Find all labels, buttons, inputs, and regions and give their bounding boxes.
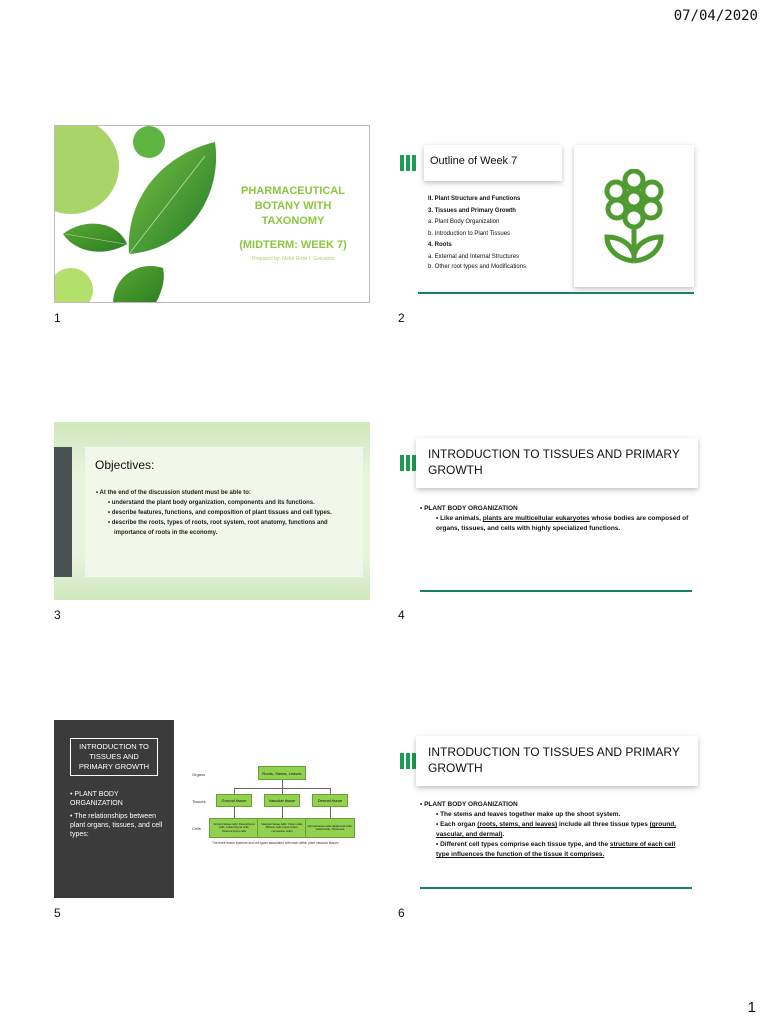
list-item: b. Introduction to Plant Tissues [428,230,511,237]
list-item: • Different cell types comprise each tissue type, and the structure of each cell type influences the function of the tissue it comprises. [436,841,676,858]
list-item: • The stems and leaves together make up the shoot system. [436,811,621,818]
list-item: • At the end of the discussion student must be able to: [96,490,251,496]
list-item: 3. Tissues and Primary Growth [428,207,516,214]
flower-icon [601,169,667,265]
connector [330,807,331,818]
presentation-subtitle: (MIDTERM: WEEK 7) [239,239,347,251]
row-label: Organs [192,772,206,777]
row-label: Cells [192,826,201,831]
cells-box: Vascular tissue cells: Xylem cells, Phloem cells (sieve tubes, companion cells) [257,818,307,838]
list-item: • Like animals, plants are multicellular eukaryotes whose bodies are composed of organs, tissues, and cells with highly specialized functions. [436,515,689,532]
slide-title: Objectives: [95,458,155,472]
presentation-title: PHARMACEUTICAL BOTANY WITH TAXONOMY [241,185,345,227]
slide-4[interactable] [398,422,714,600]
accent-bar [54,447,72,577]
tissue-box: Dermal tissue [312,794,348,807]
slide-number: 2 [398,311,405,325]
list-item: • describe features, functions, and composition of plant tissues and cell types. [108,510,332,516]
slide-title: INTRODUCTION TO TISSUES AND PRIMARY GROWTH [70,738,158,776]
connector [234,807,235,818]
list-item: • understand the plant body organization, components and its functions. [108,500,315,506]
slide-5[interactable] [54,720,370,898]
slide-body [70,790,170,839]
list-item: • PLANT BODY ORGANIZATION [420,505,518,512]
slide-2[interactable] [398,125,714,303]
slide-number: 5 [54,906,61,920]
divider [420,590,692,592]
slide-3[interactable] [54,422,370,600]
list-item: • describe the roots, types of roots, root system, root anatomy, functions and importance of roots in the economy. [108,520,328,536]
list-item: II. Plant Structure and Functions [428,196,521,202]
list-item: a. External and Internal Structures [428,253,520,260]
diagram-caption: The three tissue systems and cell types associated with each within plant vascular tissues [212,841,339,845]
row-label: Tissues [192,799,206,804]
slide-6[interactable] [398,720,714,898]
outline-list [428,194,568,271]
leaf-graphic [55,126,225,303]
slide-number: 3 [54,608,61,622]
accent-bars-icon [400,455,416,471]
slide-title: INTRODUCTION TO TISSUES AND PRIMARY GROWTH [416,438,698,488]
divider [418,292,694,294]
list-item: • PLANT BODY ORGANIZATION [70,791,123,807]
organs-box: Roots, Stems, Leaves [258,766,306,780]
list-item: • The relationships between plant organs, tissues, and cell types: [70,813,163,838]
accent-bars-icon [400,155,416,171]
prepared-by: Prepared by: Meke Rose I. Guevarra [252,256,334,262]
tissue-box: Ground tissue [216,794,252,807]
dark-panel [54,720,174,898]
objectives-list [96,488,354,538]
accent-bars-icon [400,753,416,769]
tissue-box: Vascular tissue [264,794,300,807]
slide-title: INTRODUCTION TO TISSUES AND PRIMARY GROWTH [416,736,698,786]
list-item: • PLANT BODY ORGANIZATION [420,801,518,808]
connector [282,807,283,818]
slide-number: 4 [398,608,405,622]
list-item: b. Other root types and Modifications [428,264,527,270]
slide-1[interactable] [54,125,370,303]
list-item: • Each organ (roots, stems, and leaves) include all three tissue types (ground, vascular, and dermal). [436,821,676,838]
objectives-card [85,447,363,577]
page-number: 1 [747,999,756,1016]
cells-box: Ground tissue cells: Parenchyma cells, Collenchyma cells, Sclerenchyma cells [209,818,259,838]
slide-number: 6 [398,906,405,920]
list-item: a. Plant Body Organization [428,219,500,225]
slide-body [420,504,690,534]
flower-card [574,145,694,287]
divider [420,887,692,889]
slide-title: Outline of Week 7 [424,145,562,181]
list-item: 4. Roots [428,242,452,248]
slide-body [420,800,690,860]
cells-box: Dermal tissue cells: Epidermal cells, Guard cells, Trichomes [305,818,355,838]
page-date: 07/04/2020 [673,8,758,24]
slide-number: 1 [54,311,61,325]
connector [282,780,283,788]
